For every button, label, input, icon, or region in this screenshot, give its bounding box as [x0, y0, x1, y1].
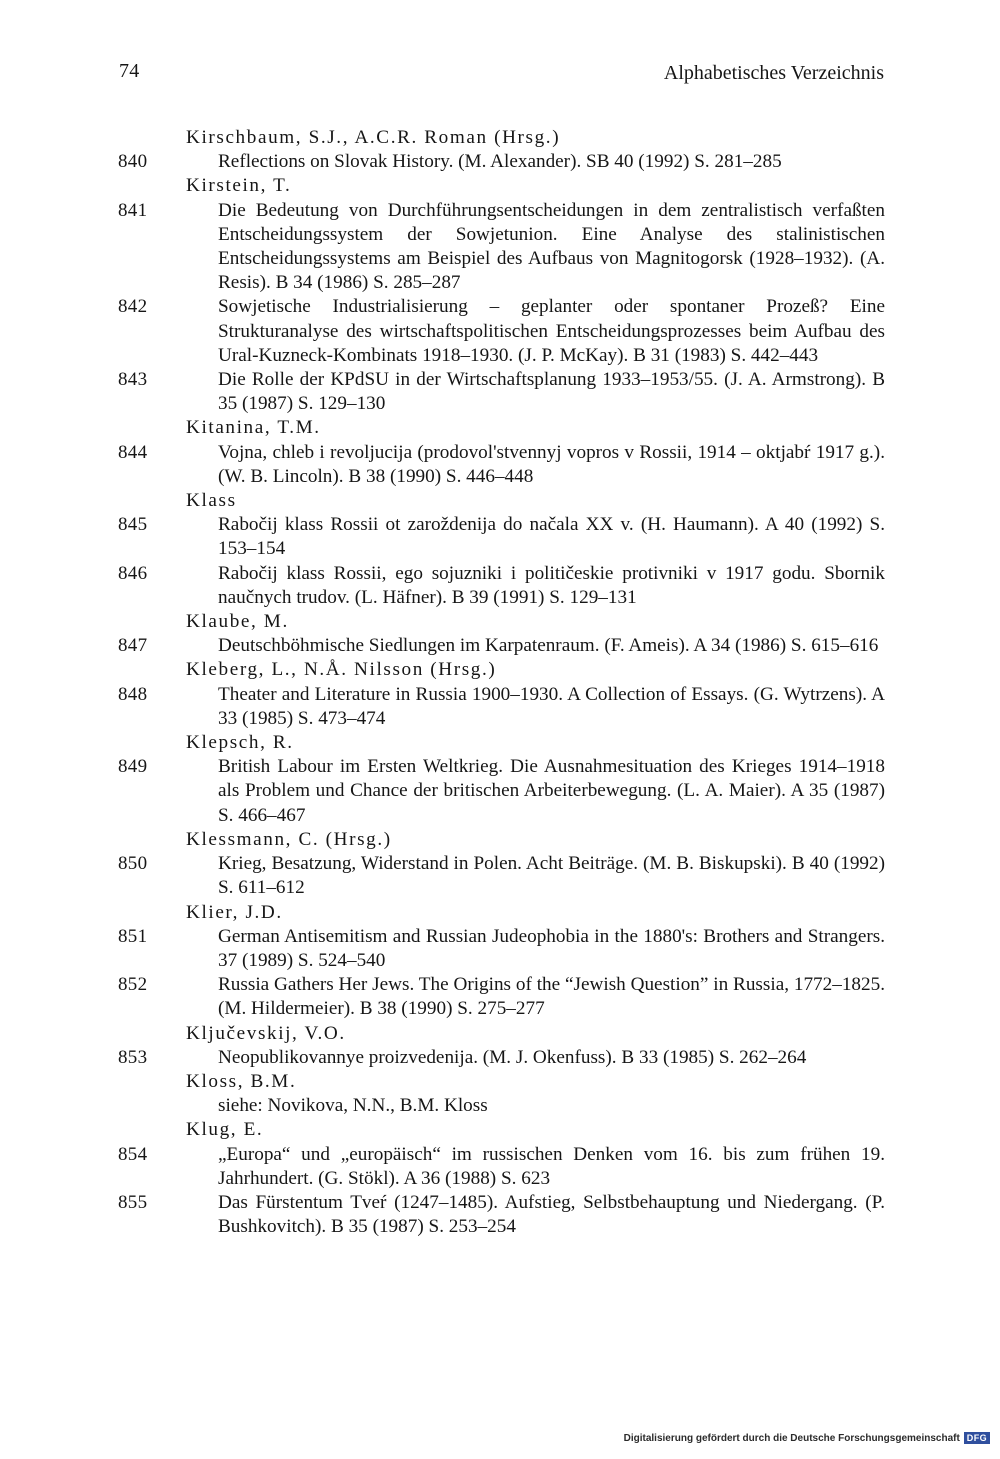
entry-text: Das Fürstentum Tveŕ (1247–1485). Aufstieg, Selbstbehauptung und Niedergang. (P. Bushkovitch). B 35 (1987) S. 253–254 [218, 1191, 885, 1238]
author-heading: Klass [186, 490, 237, 512]
entry-number: 850 [118, 853, 148, 875]
running-title: Alphabetisches Verzeichnis [663, 62, 884, 84]
author-heading: Klier, J.D. [186, 901, 283, 923]
entry-number: 851 [118, 925, 148, 947]
author-heading: Klessmann, C. (Hrsg.) [186, 828, 392, 850]
index-entry [0, 1191, 1000, 1239]
entry-text: Sowjetische Industrialisierung – geplanter oder spontaner Prozeß? Eine Strukturanalyse des wirtschaftspolitischen Entscheidungsprozesses beim Aufbau des Ural-Kuzneck-Kombinats 1918–1930. (J. P. McKay). B 31 (1983) S. 442–443 [218, 296, 885, 366]
author-heading: Ključevskij, V.O. [186, 1022, 346, 1044]
entry-number: 846 [118, 562, 148, 584]
entry-number: 853 [118, 1046, 148, 1068]
dfg-logo-icon: DFG [964, 1432, 990, 1444]
index-entry [0, 1143, 1000, 1191]
index-entry [0, 755, 1000, 828]
entry-text: Theater and Literature in Russia 1900–1930. A Collection of Essays. (G. Wytrzens). A 33 (1985) S. 473–474 [218, 683, 885, 729]
index-entry [0, 1046, 1000, 1070]
entry-text: Deutschböhmische Siedlungen im Karpatenraum. (F. Ameis). A 34 (1986) S. 615–616 [218, 635, 879, 657]
entry-number: 847 [118, 635, 148, 657]
author-heading: Kleberg, L., N.Å. Nilsson (Hrsg.) [186, 659, 497, 681]
author-heading: Klepsch, R. [186, 732, 294, 754]
entry-number: 843 [118, 369, 148, 391]
index-entry [0, 441, 1000, 489]
dfg-footer [624, 1432, 990, 1444]
index-entry [0, 925, 1000, 973]
index-entry [0, 513, 1000, 561]
author-heading: Kloss, B.M. [186, 1070, 297, 1092]
entry-number: 842 [118, 296, 148, 318]
author-heading: Klaube, M. [186, 611, 289, 633]
index-list [0, 126, 1000, 1239]
footer-text: Digitalisierung gefördert durch die Deutsche Forschungsgemeinschaft [623, 1432, 960, 1444]
page-number: 74 [119, 60, 140, 82]
index-entry [0, 852, 1000, 900]
index-entry [0, 150, 1000, 174]
index-entry [0, 295, 1000, 368]
index-entry [0, 562, 1000, 610]
entry-text: Die Bedeutung von Durchführungsentscheidungen in dem zentralistisch verfaßten Entscheidungssystem der Sowjetunion. Eine Analyse des stalinistischen Entscheidungssystems am Beispiel des Aufbaus von Magnitogorsk (1928–1932). (A. Resis). B 34 (1986) S. 285–287 [218, 199, 885, 294]
index-entry [0, 634, 1000, 658]
entry-number: 845 [118, 514, 148, 536]
index-entry [0, 973, 1000, 1021]
author-heading: Kirstein, T. [186, 175, 292, 197]
entry-text: British Labour im Ersten Weltkrieg. Die Ausnahmesituation des Krieges 1914–1918 als Problem und Chance der britischen Arbeiterbewegung. (L. A. Maier). A 35 (1987) S. 466–467 [218, 756, 885, 826]
entry-number: 849 [118, 756, 148, 778]
entry-text: Vojna, chleb i revoljucija (prodovol'stvennyj vopros v Rossii, 1914 – oktjabŕ 1917 g.). (W. B. Lincoln). B 38 (1990) S. 446–448 [218, 441, 885, 487]
author-heading: Klug, E. [186, 1119, 264, 1141]
entry-text: Russia Gathers Her Jews. The Origins of the “Jewish Question” in Russia, 1772–1825. (M. Hildermeier). B 38 (1990) S. 275–277 [218, 974, 885, 1020]
entry-text: Rabočij klass Rossii ot zaroždenija do načala XX v. (H. Haumann). A 40 (1992) S. 153–154 [218, 514, 885, 560]
entry-text: Rabočij klass Rossii, ego sojuzniki i političeskie protivniki v 1917 godu. Sbornik naučnych trudov. (L. Häfner). B 39 (1991) S. 129–131 [218, 562, 885, 608]
entry-number: 841 [118, 199, 148, 221]
entry-number: 844 [118, 441, 148, 463]
entry-number: 852 [118, 974, 148, 996]
author-heading: Kitanina, T.M. [186, 417, 321, 439]
index-entry [0, 368, 1000, 416]
index-entry [0, 199, 1000, 296]
entry-number: 854 [118, 1143, 148, 1165]
entry-text: Die Rolle der KPdSU in der Wirtschaftsplanung 1933–1953/55. (J. A. Armstrong). B 35 (1987) S. 129–130 [218, 369, 885, 415]
entry-text: German Antisemitism and Russian Judeophobia in the 1880's: Brothers and Strangers. 37 (1989) S. 524–540 [218, 925, 885, 971]
entry-number: 855 [118, 1191, 148, 1213]
entry-text: Krieg, Besatzung, Widerstand in Polen. Acht Beiträge. (M. B. Biskupski). B 40 (1992) S. 611–612 [218, 853, 885, 899]
entry-text: Neopublikovannye proizvedenija. (M. J. Okenfuss). B 33 (1985) S. 262–264 [218, 1046, 807, 1068]
see-reference: siehe: Novikova, N.N., B.M. Kloss [218, 1095, 488, 1117]
entry-number: 840 [118, 151, 148, 173]
author-heading: Kirschbaum, S.J., A.C.R. Roman (Hrsg.) [186, 127, 561, 148]
entry-text: Reflections on Slovak History. (M. Alexander). SB 40 (1992) S. 281–285 [218, 151, 782, 173]
entry-number: 848 [118, 683, 148, 705]
entry-text: „Europa“ und „europäisch“ im russischen Denken vom 16. bis zum frühen 19. Jahrhundert. (G. Stökl). A 36 (1988) S. 623 [218, 1143, 885, 1189]
index-entry [0, 683, 1000, 731]
